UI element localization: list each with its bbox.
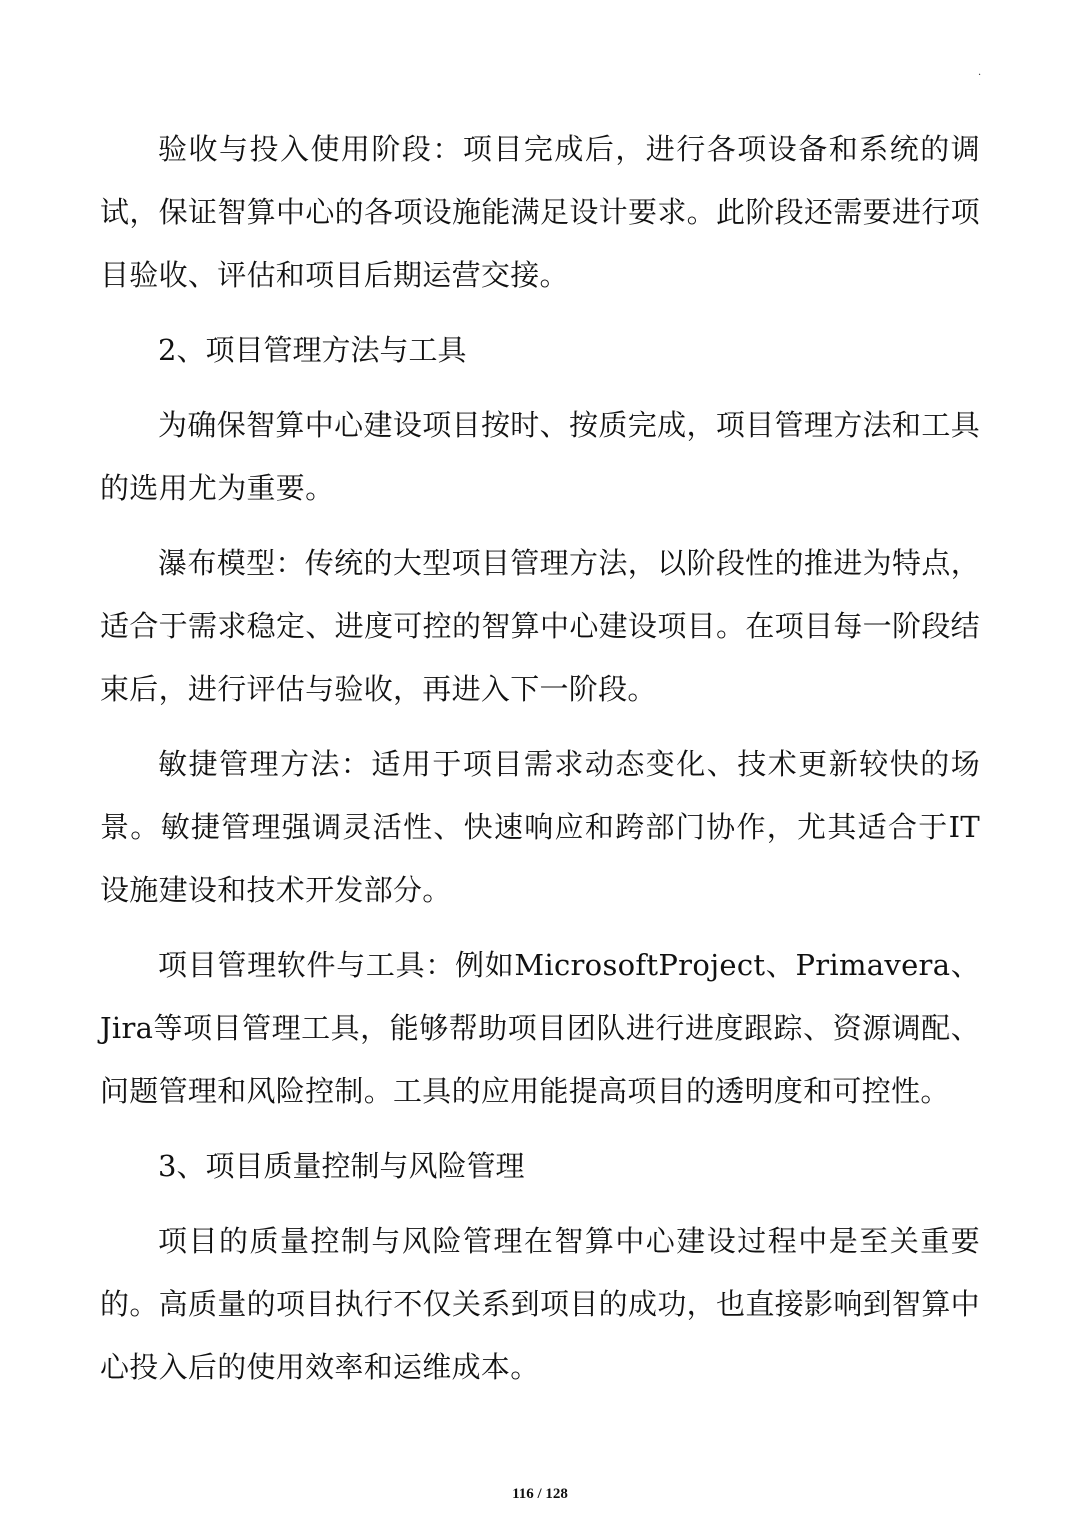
paragraph-acceptance-phase: 验收与投入使用阶段：项目完成后，进行各项设备和系统的调试，保证智算中心的各项设施能满足设计要求。此阶段还需要进行项目验收、评估和项目后期运营交接。 [100,132,980,292]
paragraph-agile-method: 敏捷管理方法：适用于项目需求动态变化、技术更新较快的场景。敏捷管理强调灵活性、快速响应和跨部门协作，尤其适合于IT设施建设和技术开发部分。 [100,747,980,907]
document-body [100,118,980,1399]
section-heading-quality-risk: 3、项目质量控制与风险管理 [158,1149,525,1183]
paragraph-methods-intro: 为确保智算中心建设项目按时、按质完成，项目管理方法和工具的选用尤为重要。 [100,408,980,505]
page-number: 116 / 128 [512,1486,568,1502]
section-heading-methods-tools: 2、项目管理方法与工具 [158,333,467,367]
paragraph-waterfall-model: 瀑布模型：传统的大型项目管理方法，以阶段性的推进为特点，适合于需求稳定、进度可控的智算中心建设项目。在项目每一阶段结束后，进行评估与验收，再进入下一阶段。 [100,546,980,706]
paragraph-pm-software-tools: 项目管理软件与工具：例如MicrosoftProject、Primavera、Jira等项目管理工具，能够帮助项目团队进行进度跟踪、资源调配、问题管理和风险控制。工具的应用能提高项目的透明度和可控性。 [100,948,980,1108]
corner-mark: · [978,70,982,81]
paragraph-quality-risk: 项目的质量控制与风险管理在智算中心建设过程中是至关重要的。高质量的项目执行不仅关系到项目的成功，也直接影响到智算中心投入后的使用效率和运维成本。 [100,1224,980,1384]
